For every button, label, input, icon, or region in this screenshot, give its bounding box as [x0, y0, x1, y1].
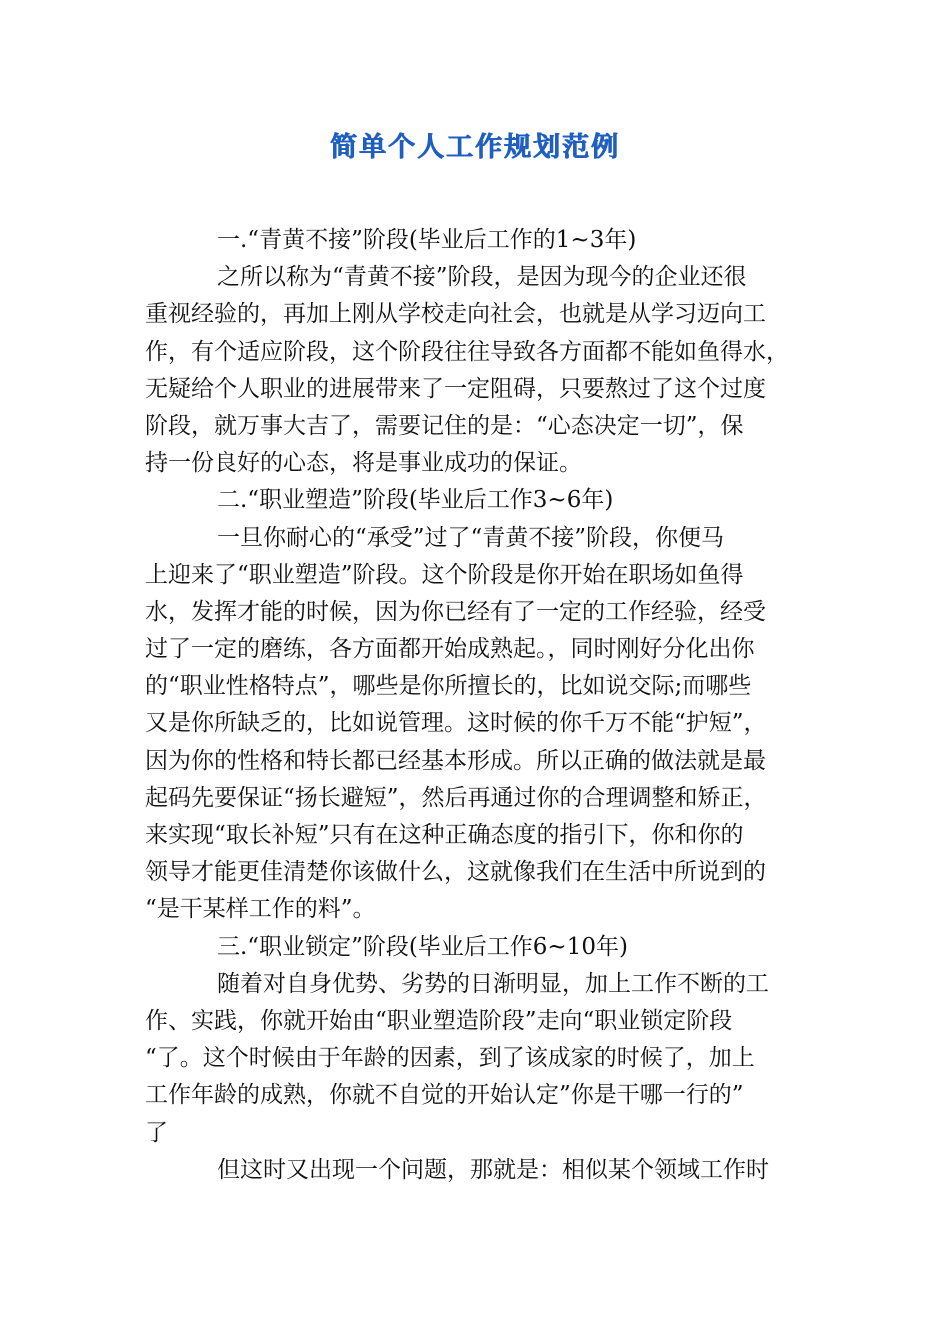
- body-line: 起码先要保证“扬长避短”，然后再通过你的合理调整和矫正，: [145, 784, 767, 811]
- body-line: “了。这个时候由于年龄的因素，到了该成家的时候了，加上: [145, 1045, 755, 1072]
- document-body: [145, 222, 805, 1189]
- body-line: 来实现“取长补短”只有在这种正确态度的指引下，你和你的: [145, 822, 744, 848]
- body-line: 作、实践，你就开始由“职业塑造阶段”走向“职业锁定阶段: [145, 1007, 733, 1034]
- body-line: “是干某样工作的料”。: [145, 896, 376, 923]
- body-line: 上迎来了“职业塑造”阶段。这个阶段是你开始在职场如鱼得: [145, 561, 744, 588]
- body-line: 过了一定的磨练，各方面都开始成熟起。，同时刚好分化出你: [145, 636, 755, 663]
- body-line: 持一份良好的心态，将是事业成功的保证。: [145, 450, 582, 477]
- body-line: 工作年龄的成熟，你就不自觉的开始认定”你是干哪一行的”: [145, 1082, 744, 1109]
- body-line: 因为你的性格和特长都已经基本形成。所以正确的做法就是最: [145, 747, 766, 774]
- body-line: 又是你所缺乏的，比如说管理。这时候的你千万不能“护短”，: [145, 710, 767, 737]
- body-line: 的“职业性格特点”，哪些是你所擅长的，比如说交际;而哪些: [145, 673, 752, 700]
- body-line: 之所以称为“青黄不接”阶段，是因为现今的企业还很: [217, 264, 747, 291]
- body-line: 二.“职业塑造”阶段(毕业后工作3~6年): [217, 487, 614, 514]
- body-line: 但这时又出现一个问题，那就是：相似某个领域工作时: [217, 1156, 769, 1183]
- body-line: 三.“职业锁定”阶段(毕业后工作6~10年): [217, 933, 628, 960]
- document-title: 简单个人工作规划范例: [330, 132, 620, 163]
- body-line: 水，发挥才能的时候，因为你已经有了一定的工作经验，经受: [145, 598, 766, 625]
- body-line: 一旦你耐心的“承受”过了“青黄不接”阶段，你便马: [217, 524, 725, 551]
- body-line: 无疑给个人职业的进展带来了一定阻碍，只要熬过了这个过度: [145, 375, 766, 402]
- body-line: 一.“青黄不接”阶段(毕业后工作的1~3年): [217, 227, 637, 253]
- body-line: 了: [145, 1119, 168, 1146]
- body-line: 作，有个适应阶段，这个阶段往往导致各方面都不能如鱼得水，: [145, 338, 789, 365]
- body-line: 重视经验的，再加上刚从学校走向社会，也就是从学习迈向工: [145, 301, 766, 328]
- body-line: 阶段，就万事大吉了，需要记住的是：“心态决定一切”，保: [145, 412, 744, 439]
- body-line: 领导才能更佳清楚你该做什么，这就像我们在生活中所说到的: [145, 859, 766, 886]
- body-line: 随着对自身优势、劣势的日渐明显，加上工作不断的工: [217, 970, 769, 997]
